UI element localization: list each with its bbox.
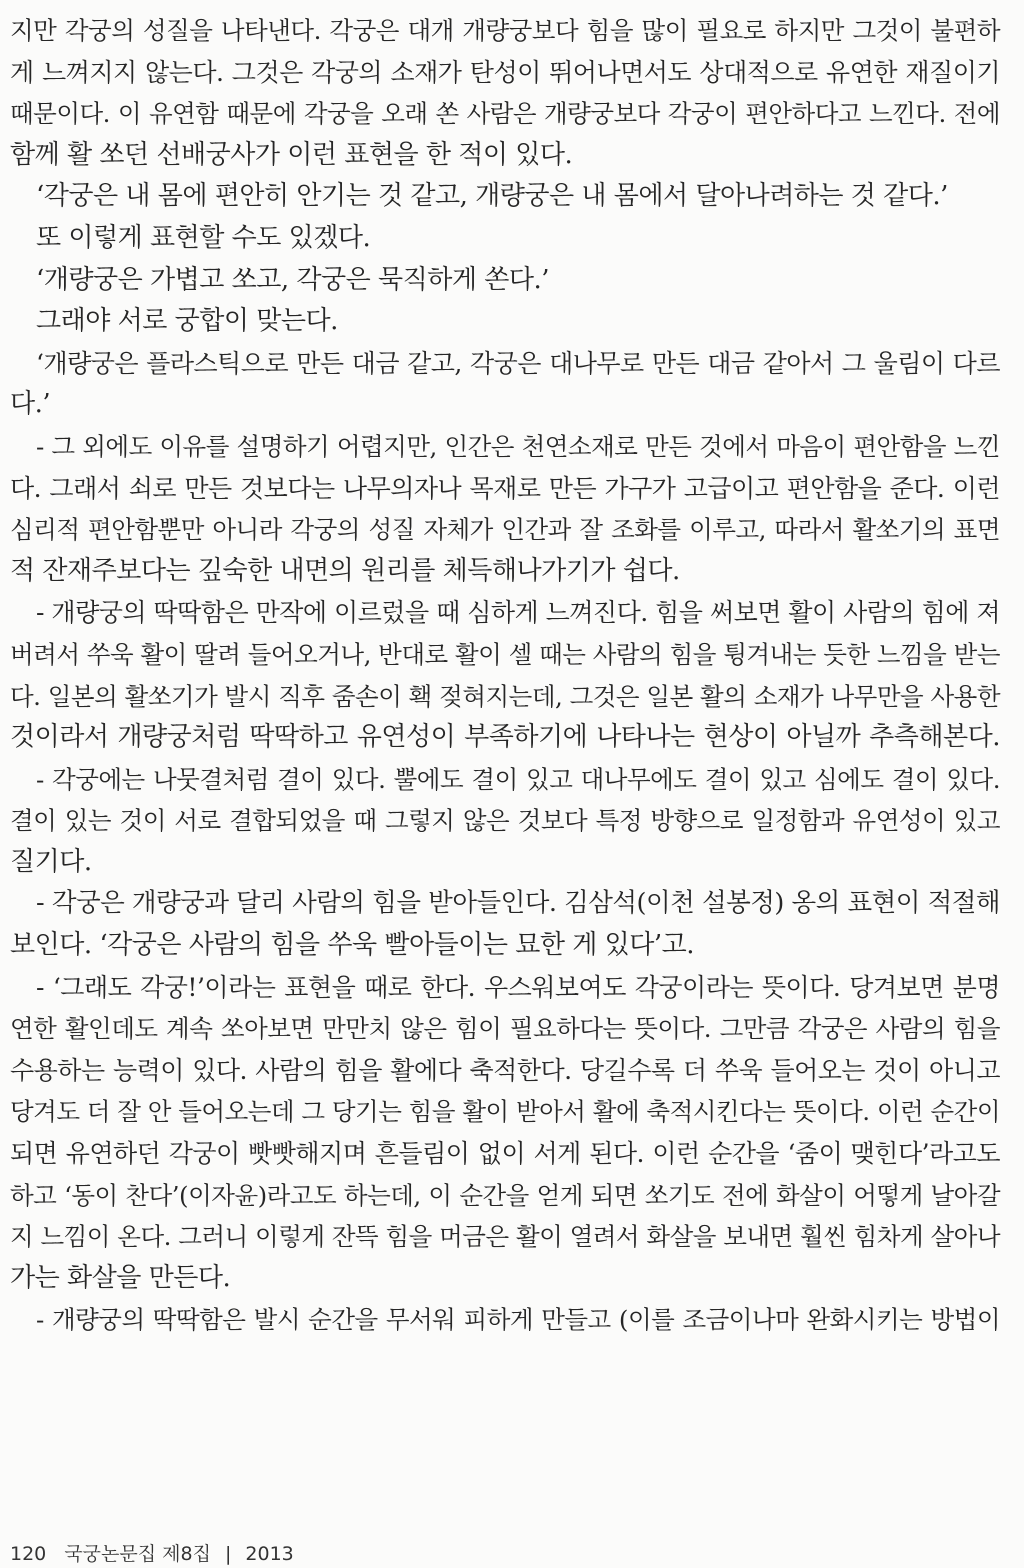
footer-separator: | xyxy=(224,1543,232,1565)
list-item-line: - 각궁에는 나뭇결처럼 결이 있다. 뿔에도 결이 있고 대나무에도 결이 있고 심에도 결이 있다. xyxy=(36,764,1000,794)
text-line: 다. 그래서 쇠로 만든 것보다는 나무의자나 목재로 만든 가구가 고급이고 편안함을 준다. 이런 xyxy=(10,473,1000,503)
text-line: 그래야 서로 궁합이 맞는다. xyxy=(36,306,338,337)
text-line: 결이 있는 것이 서로 결합되었을 때 그렇지 않은 것보다 특정 방향으로 일정함과 유연성이 있고 xyxy=(10,806,1000,836)
list-item-line: - 그 외에도 이유를 설명하기 어렵지만, 인간은 천연소재로 만든 것에서 마음이 편안함을 느낀 xyxy=(36,431,1000,461)
text-line: 다. 일본의 활쏘기가 발시 직후 줌손이 홱 젖혀지는데, 그것은 일본 활의 소재가 나무만을 사용한 xyxy=(10,681,1000,711)
text-line: 때문이다. 이 유연함 때문에 각궁을 오래 쏜 사람은 개량궁보다 각궁이 편안하다고 느낀다. 전에 xyxy=(10,99,1000,129)
page-number: 120 xyxy=(10,1543,47,1565)
text-line: 지 느낌이 온다. 그러니 이렇게 잔뜩 힘을 머금은 활이 열려서 화살을 보내면 훨씬 힘차게 살아나 xyxy=(10,1222,1000,1252)
text-line: 함께 활 쏘던 선배궁사가 이런 표현을 한 적이 있다. xyxy=(10,139,573,170)
quote-line: ‘개량궁은 플라스틱으로 만든 대금 같고, 각궁은 대나무로 만든 대금 같아서 그 울림이 다르 xyxy=(36,348,1000,378)
text-line: 되면 유연하던 각궁이 빳빳해지며 흔들림이 없이 서게 된다. 이런 순간을 ‘줌이 맺힌다’라고도 xyxy=(10,1139,1000,1169)
text-line: 보인다. ‘각궁은 사람의 힘을 쑤욱 빨아들이는 묘한 게 있다’고. xyxy=(10,930,694,961)
list-item-line: - 각궁은 개량궁과 달리 사람의 힘을 받아들인다. 김삼석(이천 설봉정) 옹의 표현이 적절해 xyxy=(36,888,1000,919)
text-line: 질기다. xyxy=(10,846,92,877)
list-item-line: - 개량궁의 딱딱함은 발시 순간을 무서워 피하게 만들고 (이를 조금이나마 완화시키는 방법이 xyxy=(36,1305,1000,1335)
text-line: 지만 각궁의 성질을 나타낸다. 각궁은 대개 개량궁보다 힘을 많이 필요로 하지만 그것이 불편하 xyxy=(10,16,1000,45)
quote-line: 다.’ xyxy=(10,389,51,420)
text-line: 심리적 편안함뿐만 아니라 각궁의 성질 자체가 인간과 잘 조화를 이루고, 따라서 활쏘기의 표면 xyxy=(10,515,1000,545)
page-footer xyxy=(10,1542,294,1566)
text-line: 적 잔재주보다는 깊숙한 내면의 원리를 체득해나가기가 쉽다. xyxy=(10,555,680,586)
text-line: 것이라서 개량궁처럼 딱딱하고 유연성이 부족하기에 나타나는 현상이 아닐까 추측해본다. xyxy=(10,722,1000,753)
text-line: 하고 ‘동이 찬다’(이자윤)라고도 하는데, 이 순간을 얻게 되면 쏘기도 전에 화살이 어떻게 날아갈 xyxy=(10,1180,1000,1210)
text-line: 버려서 쑤욱 활이 딸려 들어오거나, 반대로 활이 셀 때는 사람의 힘을 튕겨내는 듯한 느낌을 받는 xyxy=(10,639,1000,669)
quote-line: ‘개량궁은 가볍고 쏘고, 각궁은 묵직하게 쏜다.’ xyxy=(36,264,549,295)
text-line: 수용하는 능력이 있다. 사람의 힘을 활에다 축적한다. 당길수록 더 쑤욱 들어오는 것이 아니고 xyxy=(10,1055,1000,1085)
list-item-line: - 개량궁의 딱딱함은 만작에 이르렀을 때 심하게 느껴진다. 힘을 써보면 활이 사람의 힘에 져 xyxy=(36,598,1000,628)
list-item-line: - ‘그래도 각궁!’이라는 표현을 때로 한다. 우스워보여도 각궁이라는 뜻이다. 당겨보면 분명 xyxy=(36,972,1000,1002)
text-line: 게 느껴지지 않는다. 그것은 각궁의 소재가 탄성이 뛰어나면서도 상대적으로 유연한 재질이기 xyxy=(10,57,1000,87)
text-line: 당겨도 더 잘 안 들어오는데 그 당기는 힘을 활이 받아서 활에 축적시킨다는 뜻이다. 이런 순간이 xyxy=(10,1097,1000,1127)
publication-year: 2013 xyxy=(245,1543,294,1565)
text-line: 가는 화살을 만든다. xyxy=(10,1262,231,1293)
text-line: 또 이렇게 표현할 수도 있겠다. xyxy=(36,222,371,253)
quote-line: ‘각궁은 내 몸에 편안히 안기는 것 같고, 개량궁은 내 몸에서 달아나려하는 것 같다.’ xyxy=(36,181,948,212)
document-body xyxy=(10,10,1000,1341)
text-line: 연한 활인데도 계속 쏘아보면 만만치 않은 힘이 필요하다는 뜻이다. 그만큼 각궁은 사람의 힘을 xyxy=(10,1014,1000,1044)
journal-title: 국궁논문집 제8집 xyxy=(64,1543,211,1565)
